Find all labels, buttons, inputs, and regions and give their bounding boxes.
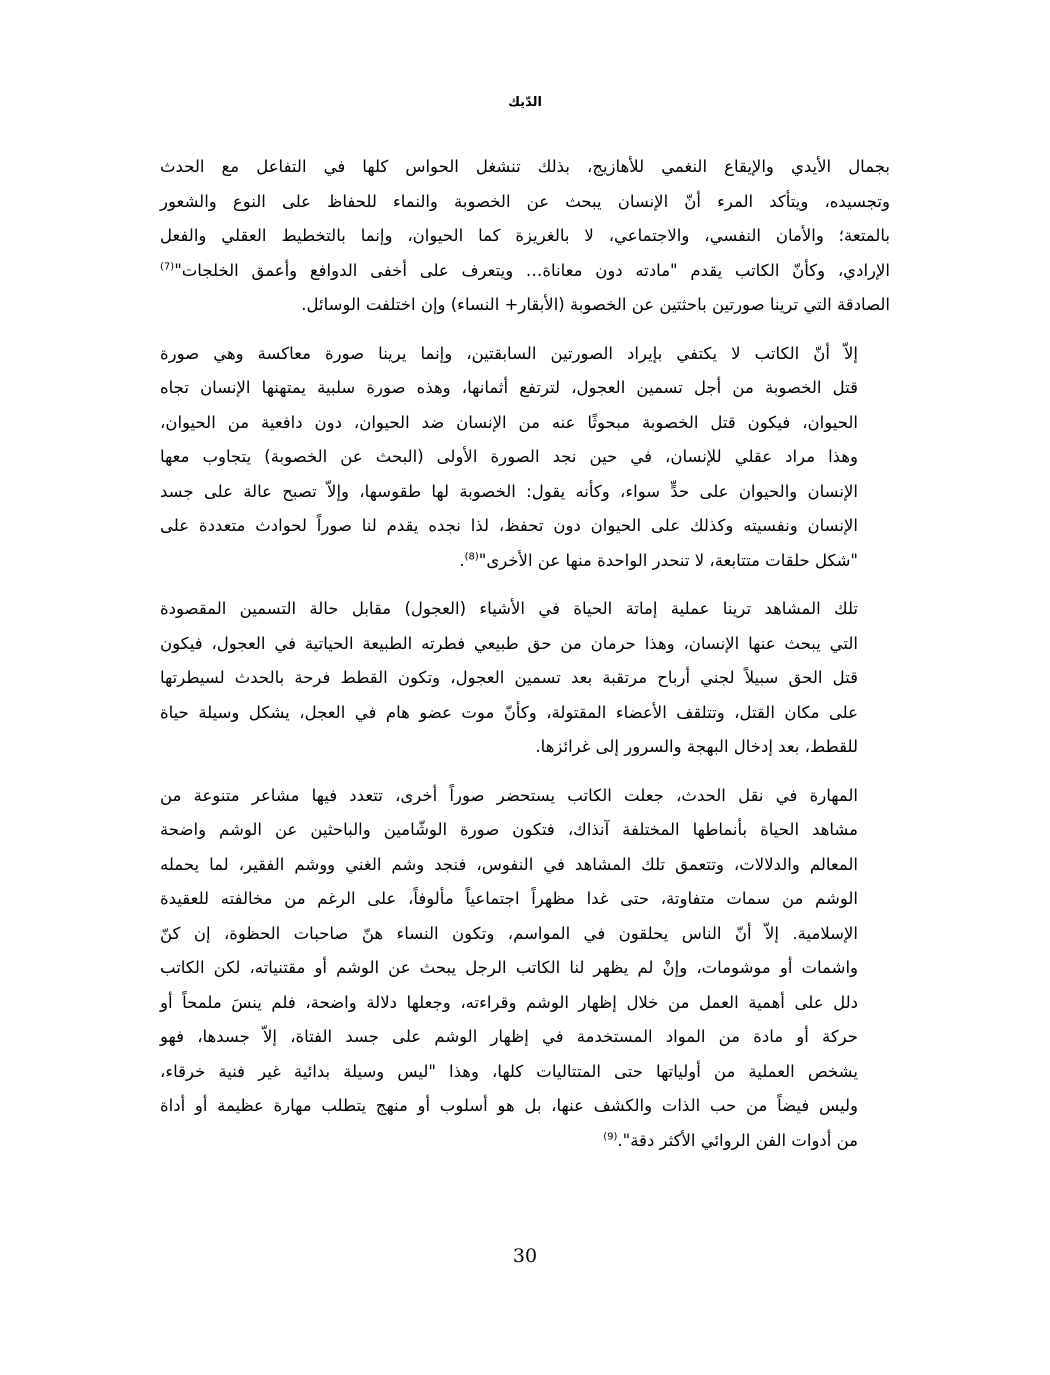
text-line: وتجسيده، ويتأكد المرء أنّ الإنسان يبحث عن الخصوبة والنماء للحفاظ على النوع والشعور <box>160 191 890 211</box>
text-line: قتل الحق سبيلاً لجني أرباح مرتقبة بعد تسمين العجول، وتكون القطط فرحة بالحدث لسيطرتها <box>160 668 858 687</box>
page-number: 30 <box>512 1245 538 1267</box>
text-line: الإنسان والحيوان على حدٍّ سواء، وكأنه يقول: الخصوبة لها طقوسها، وإلاّ تصبح عالة على جسد <box>160 481 858 501</box>
text-line: على مكان القتل، وتتلقف الأعضاء المقتولة، وكأنّ موت عضو هام في العجل، يشكل وسيلة حياة <box>160 702 858 722</box>
text-line: الإسلامية. إلاّ أنّ الناس يحلقون في المواسم، وتكون النساء هنّ صاحبات الحظوة، إن كنّ <box>160 923 858 943</box>
body-text <box>160 150 890 1172</box>
paragraph-2 <box>160 337 890 579</box>
footnote-ref[interactable]: (7) <box>160 261 175 272</box>
text-line <box>160 1124 890 1159</box>
text-line: الإنسان ونفسيته وكذلك على الحيوان دون تحفظ، لذا نجده يقدم لنا صوراً لحوادث متعددة على <box>160 516 858 535</box>
text-line: يشخص العملية من أولياتها حتى المتتاليات كلها، وهذا "ليس وسيلة بدائية غير فنية خرقاء، <box>160 1061 858 1081</box>
paragraph-3 <box>160 592 890 765</box>
footnote-ref[interactable]: (8) <box>464 551 479 562</box>
text-line: للقطط، بعد إدخال البهجة والسرور إلى غرائزها. <box>535 737 858 756</box>
text-line: الوشم من سمات متفاوتة، حتى غدا مظهراً اجتماعياً مألوفاً، على الرغم من مخالفته للعقيدة <box>160 889 858 908</box>
paragraph-1 <box>160 150 890 323</box>
text-line: بالمتعة؛ والأمان النفسي، والاجتماعي، لا بالغريزة كما الحيوان، وإنما بالتخطيط العقلي والفعل <box>160 226 890 245</box>
text-line: إلاّ أنّ الكاتب لا يكتفي بإيراد الصورتين السابقتين، وإنما يرينا صورة معاكسة وهي صورة <box>160 343 858 363</box>
text-line-content: "شكل حلقات متتابعة، لا تنحدر الواحدة منها عن الأخرى" <box>478 550 858 570</box>
text-line-content: الإرادي، وكأنّ الكاتب يقدم "مادته دون معاناة… ويتعرف على أخفى الدوافع وأعمق الخلجات" <box>174 260 890 280</box>
text-line: الحيوان، فيكون قتل الخصوبة مبحوثًا عنه من الإنسان ضد الحيوان، دون دافعية من الحيوان، <box>160 412 858 432</box>
text-line: الصادقة التي ترينا صورتين باحثتين عن الخصوبة (الأبقار+ النساء) وإن اختلفت الوسائل. <box>301 295 890 314</box>
text-line: تلك المشاهد ترينا عملية إماتة الحياة في الأشياء (العجول) مقابل حالة التسمين المقصودة <box>160 599 858 618</box>
running-head: الدّيك <box>508 95 542 110</box>
text-line: واشمات أو موشومات، وإنْ لم يظهر لنا الكاتب الرجل يبحث عن الوشم أو مقتنياته، لكن الكاتب <box>160 958 858 977</box>
text-line <box>160 254 890 289</box>
text-line: حركة أو مادة من المواد المستخدمة في إظهار الوشم على جسد الفتاة، إلاّ جسدها، فهو <box>160 1027 858 1046</box>
text-line: وليس فيضاً من حب الذات والكشف عنها، بل هو أسلوب أو منهج يتطلب مهارة عظيمة أو أداة <box>160 1096 858 1115</box>
text-line: دلل على أهمية العمل من خلال إظهار الوشم وقراءته، وجعلها دلالة واضحة، فلم ينسَ ملمحاً أو <box>160 992 858 1012</box>
text-line: بجمال الأيدي والإيقاع النغمي للأهازيج، بذلك تنشغل الحواس كلها في التفاعل مع الحدث <box>160 157 890 176</box>
text-line: "شكل حلقات متتابعة، لا تنحدر الواحدة منها عن الأخرى"$^{(8)}$. <box>459 550 858 570</box>
text-line: مشاهد الحياة بأنماطها المختلفة آنذاك، فتكون صورة الوشّامين والباحثين عن الوشم واضحة <box>160 820 858 839</box>
paragraph-4 <box>160 779 890 1159</box>
text-line-content: من أدوات الفن الروائي الأكثر دقة". <box>617 1130 858 1150</box>
text-line: قتل الخصوبة من أجل تسمين العجول، لترتفع أثمانها، وهذه صورة سلبية يمتهنها الإنسان تجاه <box>160 378 858 397</box>
text-line: التي يبحث عنها الإنسان، وهذا حرمان من حق طبيعي فطرته الطبيعة الحياتية في العجول، فيكون <box>160 633 858 653</box>
footnote-ref[interactable]: (9) <box>603 1131 618 1142</box>
text-line: المعالم والدلالات، وتتعمق تلك المشاهد في النفوس، فنجد وشم الغني ووشم الفقير، لما يحمله <box>160 854 858 874</box>
text-line: المهارة في نقل الحدث، جعلت الكاتب يستحضر صوراً أخرى، تتعدد فيها مشاعر متنوعة من <box>160 785 858 805</box>
text-line: وهذا مراد عقلي للإنسان، في حين نجد الصورة الأولى (البحث عن الخصوبة) يتجاوب معها <box>160 447 858 466</box>
